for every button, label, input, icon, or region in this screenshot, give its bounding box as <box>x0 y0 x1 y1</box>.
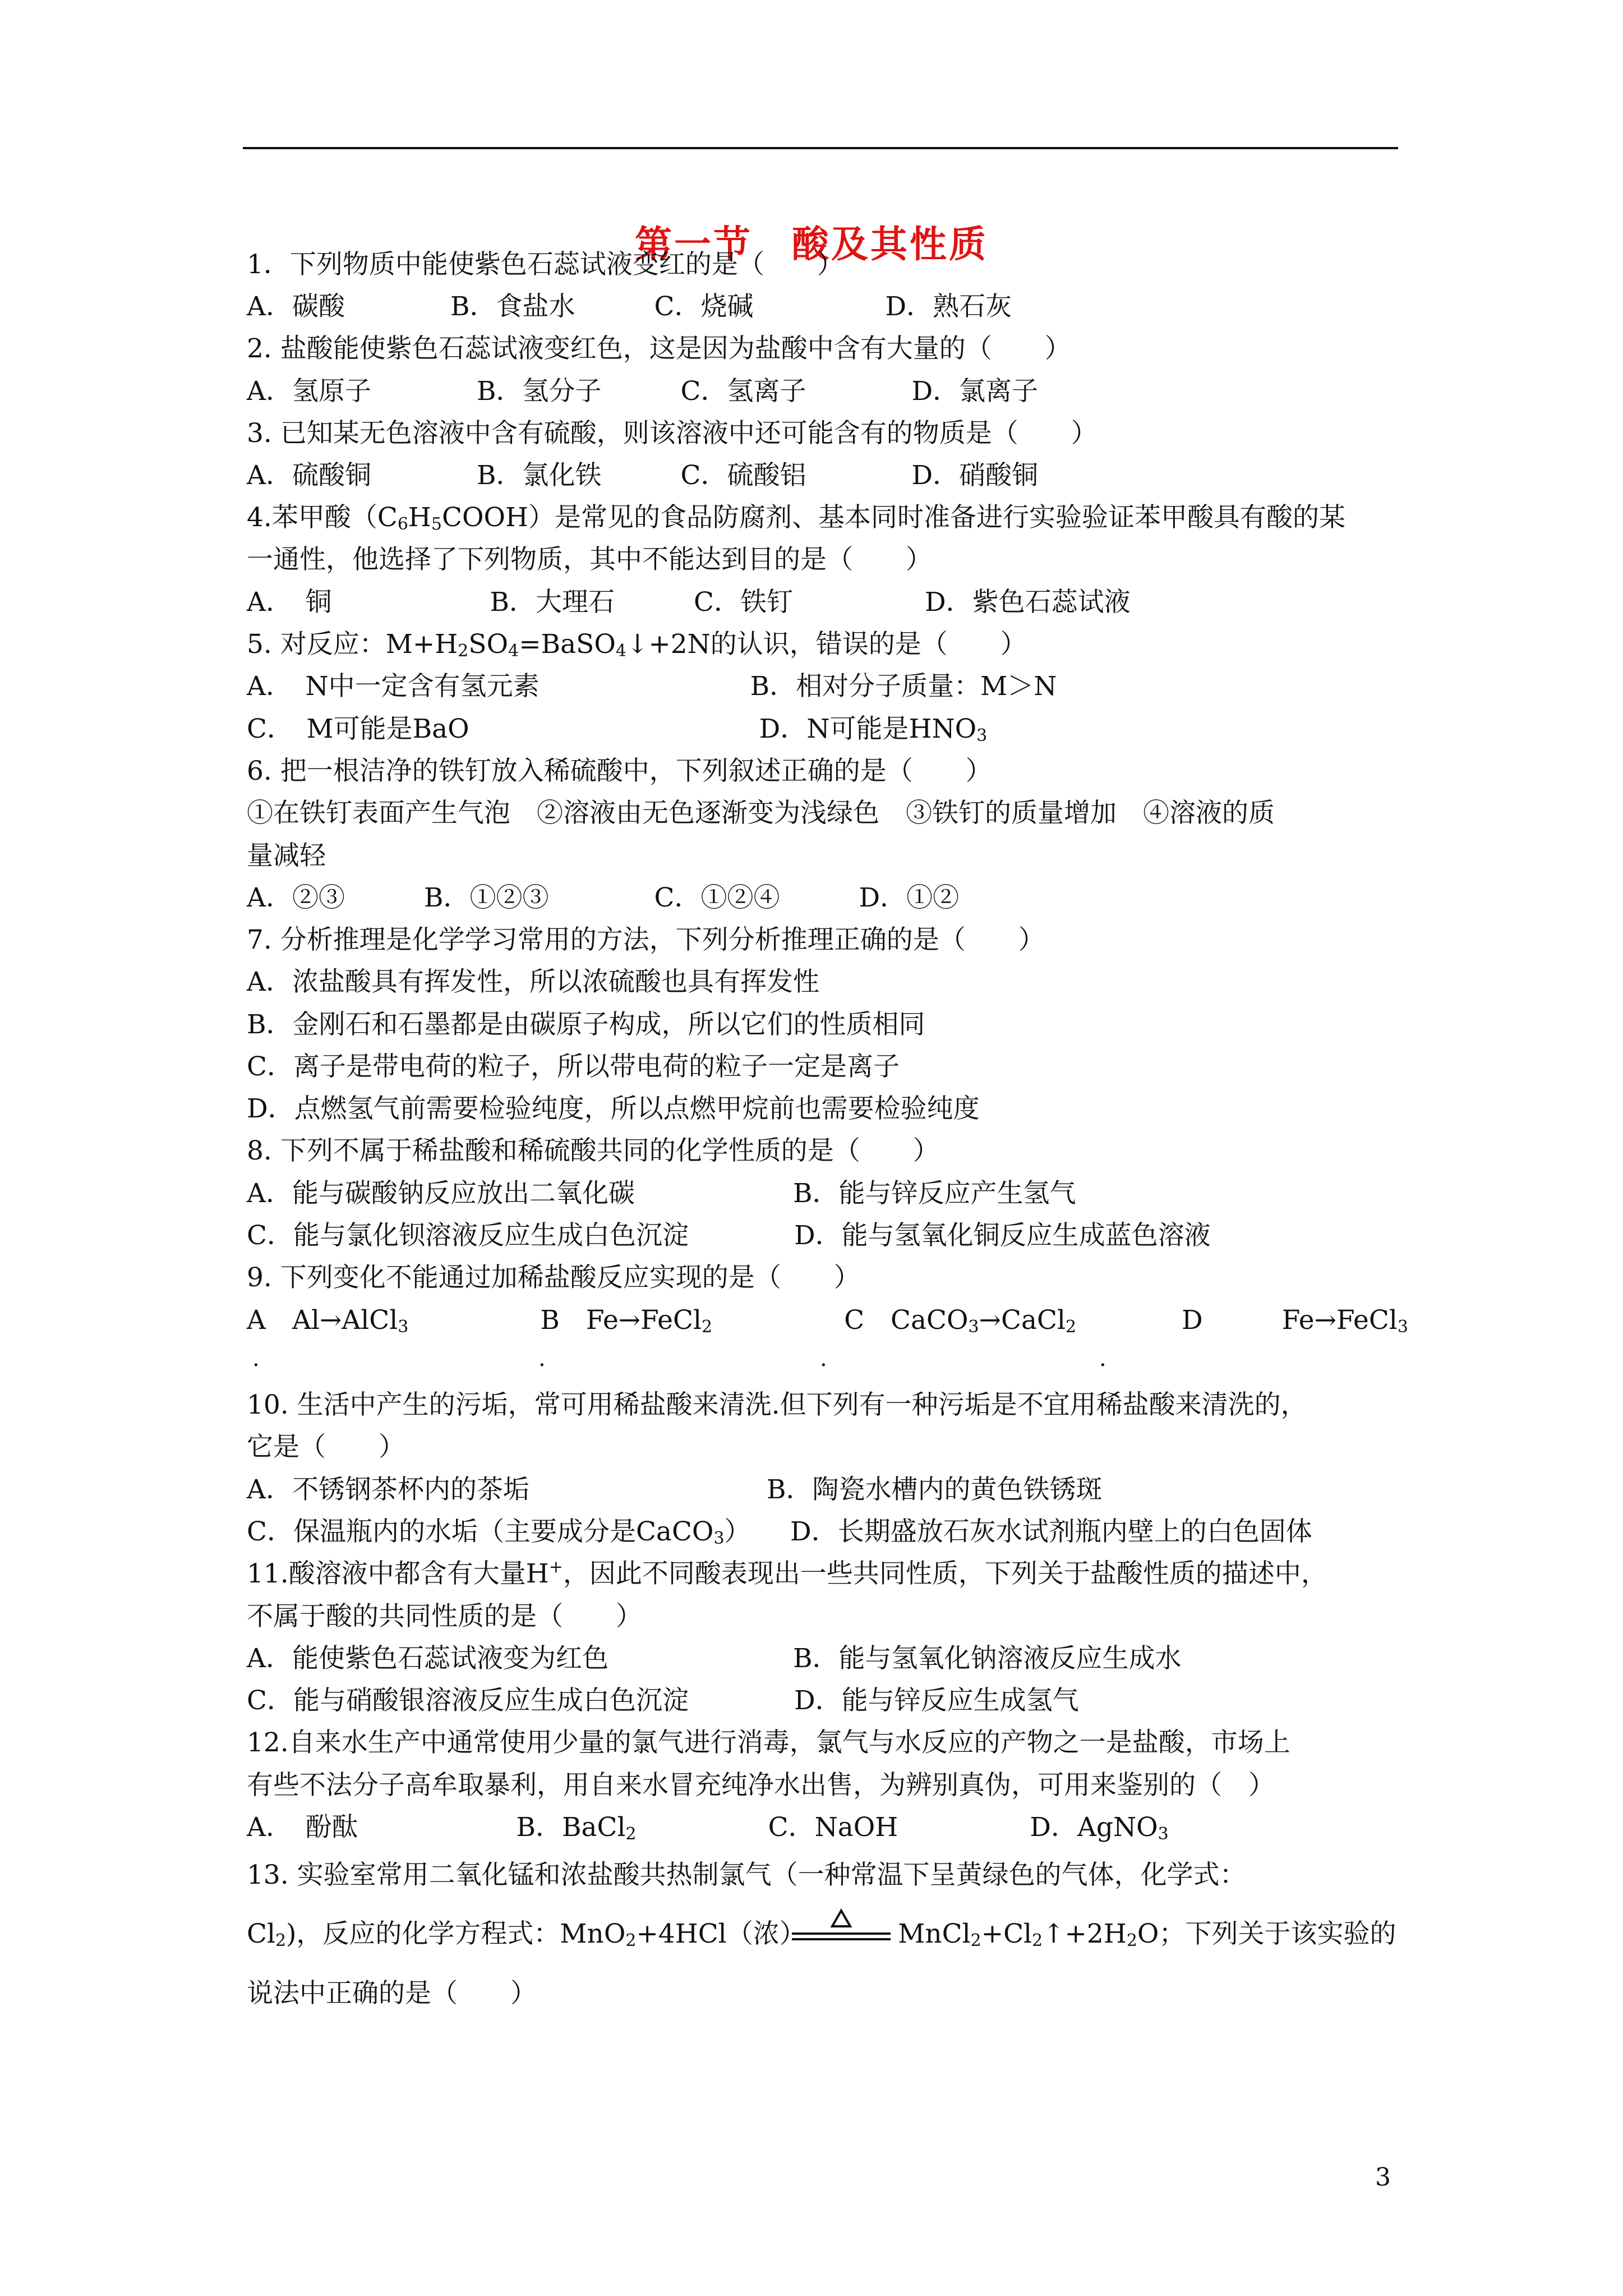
question-line: 2. 盐酸能使紫色石蕊试液变红色，这是因为盐酸中含有大量的（ ） <box>247 333 1071 364</box>
question-line: 量减轻 <box>247 840 326 871</box>
question-line: D．点燃氢气前需要检验纯度，所以点燃甲烷前也需要检验纯度 <box>247 1093 980 1124</box>
question-line: A．不锈钢茶杯内的茶垢 B．陶瓷水槽内的黄色铁锈斑 <box>247 1474 1103 1505</box>
question-line: A．氢原子 B．氢分子 C．氢离子 D．氯离子 <box>247 376 1039 407</box>
question-line: A．碳酸 B．食盐水 C．烧碱 D．熟石灰 <box>247 291 1012 322</box>
question-line: A． 酚酞 B．BaCl$_2$ C．NaOH D．AgNO$_3$ <box>247 1812 1169 1844</box>
question-line: 一通性，他选择了下列物质，其中不能达到目的是（ ） <box>247 544 932 575</box>
question-line: 4.苯甲酸$(C_6H_5COOH)$是常见的食品防腐剂、基本同时准备进行实验验证苯甲酸具有酸的某 <box>247 502 1346 534</box>
question-line: 9. 下列变化不能通过加稀盐酸反应实现的是（ ） <box>247 1262 860 1293</box>
page-number: 3 <box>1375 2163 1391 2192</box>
question-line: A．能使紫色石蕊试液变为红色 B．能与氢氧化钠溶液反应生成水 <box>247 1643 1182 1674</box>
question-line: A．②③ B．①②③ C．①②④ D．①② <box>247 882 960 913</box>
question-line: 10. 生活中产生的污垢，常可用稀盐酸来清洗.但下列有一种污垢是不宜用稀盐酸来清洗的， <box>247 1389 1307 1420</box>
heating-condition-sign <box>791 1908 892 1948</box>
question-line: 11.酸溶液中都含有大量H+，因此不同酸表现出一些共同性质，下列关于盐酸性质的描述中， <box>247 1557 1327 1589</box>
question-line: ①在铁钉表面产生气泡 ②溶液由无色逐渐变为浅绿色 ③铁钉的质量增加 ④溶液的质 <box>247 798 1275 829</box>
question-line: C．保温瓶内的水垢（主要成分是CaCO$_3$） D．长期盛放石灰水试剂瓶内壁上的白色固体 <box>247 1516 1312 1548</box>
question-line: 6. 把一根洁净的铁钉放入稀硫酸中，下列叙述正确的是（ ） <box>247 756 992 786</box>
option-marker-dot: . <box>252 1346 260 1372</box>
question-line: B．金刚石和石墨都是由碳原子构成，所以它们的性质相同 <box>247 1009 925 1040</box>
option-marker-dot: . <box>538 1346 546 1372</box>
option-marker-dot: . <box>820 1346 827 1372</box>
question-line: C．离子是带电荷的粒子，所以带电荷的粒子一定是离子 <box>247 1051 900 1082</box>
question-line: A． 铜 B．大理石 C．铁钉 D．紫色石蕊试液 <box>247 587 1131 618</box>
question-line: C．能与硝酸银溶液反应生成白色沉淀 D．能与锌反应生成氢气 <box>247 1685 1079 1716</box>
question-line: 7. 分析推理是化学学习常用的方法，下列分析推理正确的是（ ） <box>247 924 1045 955</box>
question-line: 有些不法分子高牟取暴利，用自来水冒充纯净水出售，为辨别真伪，可用来鉴别的（ ） <box>247 1770 1275 1801</box>
question-line: 8. 下列不属于稀盐酸和稀硫酸共同的化学性质的是（ ） <box>247 1135 939 1166</box>
question-line: A．能与碳酸钠反应放出二氧化碳 B．能与锌反应产生氢气 <box>247 1178 1076 1209</box>
question-line: C． M可能是BaO D．N可能是$HNO_3$ <box>247 714 988 746</box>
option-marker-dot: . <box>1099 1346 1106 1372</box>
question-line: A．硫酸铜 B．氯化铁 C．硫酸铝 D．硝酸铜 <box>247 460 1039 491</box>
question-line: 12.自来水生产中通常使用少量的氯气进行消毒，氯气与水反应的产物之一是盐酸，市场上 <box>247 1727 1290 1758</box>
question-line: 说法中正确的是（ ） <box>247 1978 537 2009</box>
header-rule <box>243 147 1398 149</box>
question-line: 13. 实验室常用二氧化锰和浓盐酸共热制氯气（一种常温下呈黄绿色的气体，化学式： <box>247 1860 1246 1890</box>
question-line: 它是（ ） <box>247 1432 405 1462</box>
question-line: A． N中一定含有氢元素 B．相对分子质量：M＞N <box>247 671 1057 702</box>
question-line: A．浓盐酸具有挥发性，所以浓硫酸也具有挥发性 <box>247 967 819 997</box>
page-title: 第一节 酸及其性质 <box>635 223 988 266</box>
question-line: C．能与氯化钡溶液反应生成白色沉淀 D．能与氢氧化铜反应生成蓝色溶液 <box>247 1220 1211 1251</box>
question-line: 3. 已知某无色溶液中含有硫酸，则该溶液中还可能含有的物质是（ ） <box>247 418 1098 449</box>
question-line: A Al→AlCl$_3$ B Fe→FeCl$_2$ C CaCO$_3$→CaCl$_2$ D Fe→FeCl$_3$ <box>247 1305 1408 1337</box>
question-line: 1．下列物质中能使紫色石蕊试液变红的是（ ） <box>247 249 843 280</box>
question-line: 5. 对反应：$M+H_2SO_4=BaSO_4↓+2N$的认识，错误的是（ ） <box>247 629 1027 661</box>
question-line: 不属于酸的共同性质的是（ ） <box>247 1601 642 1632</box>
question-line: $Cl_2$)，反应的化学方程式：MnO$_2$+4HCl（浓） $MnCl_2+Cl_2↑+2H_2O$；下列关于该实验的 <box>247 1918 1396 1950</box>
